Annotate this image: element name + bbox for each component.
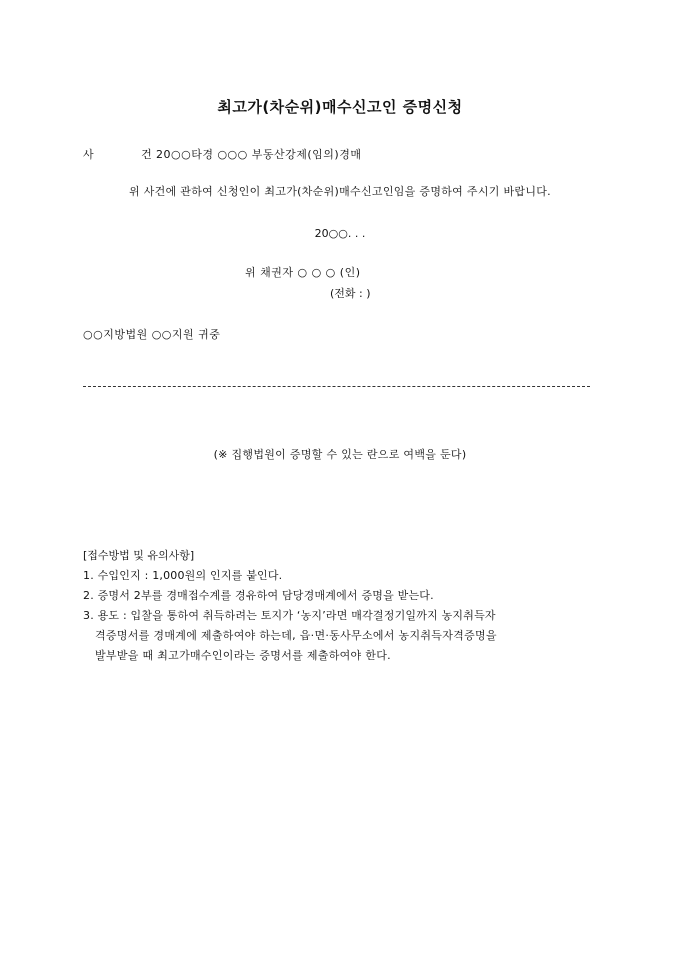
creditor-signature-line: 위 채권자 ○ ○ ○ (인)	[245, 266, 361, 279]
document-title: 최고가(차순위)매수신고인 증명신청	[217, 98, 463, 116]
request-statement: 위 사건에 관하여 신청인이 최고가(차순위)매수신고인임을 증명하여 주시기 바랍니다.	[129, 185, 551, 198]
guide-item-3-continued: 격증명서를 경매계에 제출하여야 하는데, 읍·면·동사무소에서 농지취득자격증명을	[95, 629, 497, 642]
case-label: 사 건	[83, 148, 174, 161]
section-divider	[83, 386, 590, 387]
guide-item-2: 2. 증명서 2부를 경매접수계를 경유하여 담당경매계에서 증명을 받는다.	[83, 589, 434, 602]
certification-space-note: (※ 집행법원이 증명할 수 있는 란으로 여백을 둔다)	[213, 448, 467, 461]
guide-item-1: 1. 수입인지 : 1,000원의 인지를 붙인다.	[83, 569, 283, 582]
case-number: 20○○타경 ○○○ 부동산강제(임의)경매	[156, 148, 362, 161]
phone-line: (전화 : )	[330, 287, 371, 300]
application-date: 20○○. . .	[314, 227, 366, 240]
guide-item-3-continued-2: 발부받을 때 최고가매수인이라는 증명서를 제출하여야 한다.	[95, 649, 391, 662]
court-addressee: ○○지방법원 ○○지원 귀중	[83, 328, 221, 341]
guide-item-3: 3. 용도 : 입찰을 통하여 취득하려는 토지가 ‘농지’라면 매각결정기일까지 농지취득자	[83, 609, 496, 622]
guide-heading: [접수방법 및 유의사항]	[83, 549, 195, 562]
